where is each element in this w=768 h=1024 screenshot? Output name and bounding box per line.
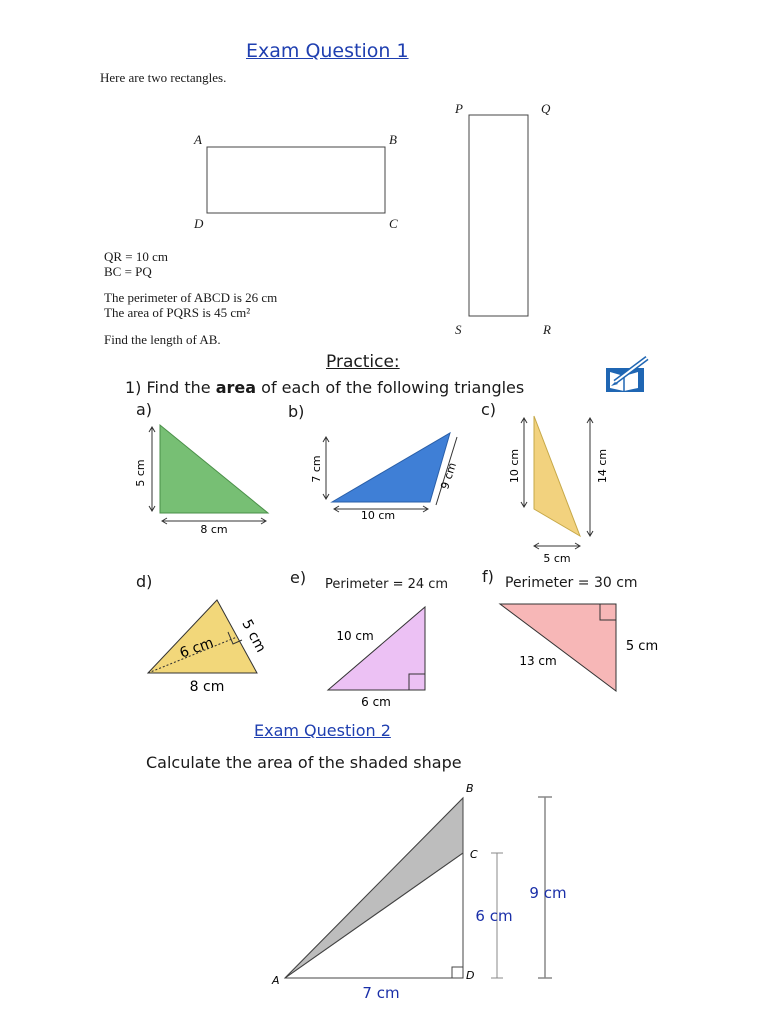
dim-ad-label: 7 cm: [362, 984, 400, 1002]
triangle-b: [300, 425, 475, 525]
rectangle-abcd: [207, 147, 385, 213]
question-bold: area: [215, 378, 257, 397]
triangle-f-shape: [500, 604, 616, 691]
triangle-e: [320, 600, 440, 712]
exam-question-1-title: Exam Question 1: [246, 40, 409, 62]
part-c-label: c): [481, 400, 497, 419]
triangle-f: [495, 596, 670, 698]
triangle-d-side: 5 cm: [238, 617, 269, 656]
label-p: P: [455, 101, 463, 116]
point-b: B: [466, 782, 474, 795]
triangle-c-base: 5 cm: [543, 552, 571, 565]
label-r: R: [543, 322, 551, 337]
part-d-label: d): [136, 572, 153, 591]
triangle-f-hyp: 13 cm: [519, 654, 557, 668]
label-c: C: [389, 216, 398, 231]
rectangle-pqrs: [469, 115, 528, 316]
part-e-perimeter: Perimeter = 24 cm: [325, 577, 449, 592]
shaded-shape-diagram: [0, 780, 768, 1024]
triangle-b-shape: [332, 433, 450, 502]
triangle-c: [500, 412, 620, 567]
triangle-c-side-2: 14 cm: [596, 448, 609, 484]
point-d: D: [466, 969, 475, 982]
given-qr: QR = 10 cm: [104, 249, 169, 264]
exam-q1-intro: Here are two rectangles.: [100, 70, 227, 85]
part-e-label: e): [290, 568, 307, 587]
label-d: D: [194, 216, 204, 231]
part-a-label: a): [136, 400, 153, 419]
label-s: S: [455, 322, 462, 337]
label-b: B: [389, 132, 397, 147]
part-f-perimeter: Perimeter = 30 cm: [505, 575, 638, 591]
triangle-a-shape: [160, 425, 268, 513]
given-bc: BC = PQ: [104, 264, 152, 279]
dim-dc-label: 6 cm: [475, 907, 513, 925]
triangle-b-height: 7 cm: [310, 455, 323, 483]
point-a: A: [272, 974, 280, 987]
dim-db-label: 9 cm: [529, 884, 567, 902]
question-prefix: 1) Find the: [125, 378, 216, 397]
practice-heading: Practice:: [326, 352, 400, 372]
part-f-label: f): [482, 567, 494, 586]
practice-question: [125, 378, 524, 397]
triangle-a: [120, 415, 285, 545]
triangle-e-hyp: 10 cm: [336, 629, 374, 643]
triangle-c-side-1: 10 cm: [508, 448, 521, 484]
triangle-d-height: 6 cm: [177, 634, 216, 662]
triangle-d: [140, 590, 290, 700]
find-ab: Find the length of AB.: [104, 332, 221, 347]
triangle-e-base: 6 cm: [361, 695, 391, 709]
exam-question-2-title: Exam Question 2: [254, 721, 391, 740]
point-c: C: [470, 848, 478, 861]
triangle-f-side: 5 cm: [625, 639, 659, 654]
given-area: The area of PQRS is 45 cm²: [104, 305, 251, 320]
book-pen-icon: [603, 352, 655, 394]
part-b-label: b): [288, 402, 305, 421]
triangle-b-base: 10 cm: [360, 509, 396, 522]
triangle-b-slant: 9 cm: [438, 460, 460, 491]
triangle-d-base: 8 cm: [189, 679, 225, 695]
label-a: A: [194, 132, 202, 147]
question-suffix: of each of the following triangles: [256, 378, 525, 397]
triangle-d-shape: [148, 600, 257, 673]
label-q: Q: [541, 101, 551, 116]
given-perimeter: The perimeter of ABCD is 26 cm: [104, 290, 278, 305]
triangle-a-height: 5 cm: [134, 459, 147, 487]
triangle-c-shape: [534, 416, 580, 536]
triangle-e-shape: [328, 607, 425, 690]
exam-q2-question: Calculate the area of the shaded shape: [146, 753, 462, 772]
triangle-a-base: 8 cm: [200, 523, 228, 536]
